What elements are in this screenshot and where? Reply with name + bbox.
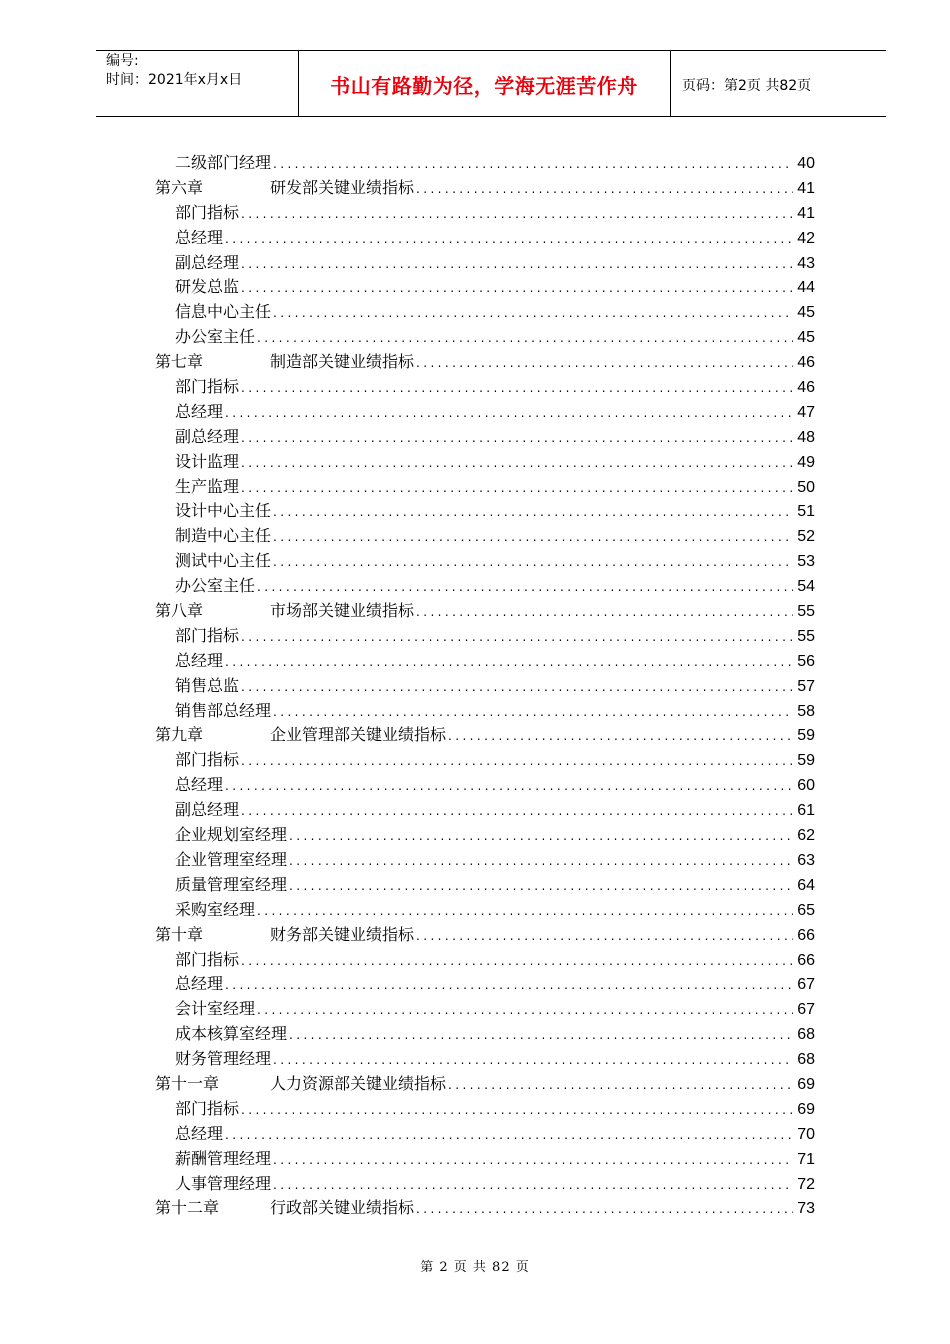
toc-title: 研发总监	[175, 277, 240, 297]
toc-entry[interactable]	[155, 251, 815, 276]
toc-entry[interactable]	[155, 524, 815, 549]
toc-entry[interactable]	[155, 997, 815, 1022]
toc-title: 企业管理室经理	[175, 849, 288, 869]
toc-chapter-entry[interactable]	[155, 1196, 815, 1221]
toc-entry[interactable]	[155, 549, 815, 574]
toc-title: 信息中心主任	[175, 302, 272, 322]
toc-title: 总经理	[175, 1123, 224, 1143]
toc-entry[interactable]	[155, 898, 815, 923]
toc-chapter-entry[interactable]	[155, 723, 815, 748]
toc-dot-leader	[241, 1098, 793, 1123]
toc-page-number: 70	[797, 1125, 815, 1143]
toc-dot-leader	[225, 650, 793, 675]
toc-title: 财务管理经理	[175, 1049, 272, 1069]
toc-page-number: 42	[797, 229, 815, 247]
toc-dot-leader	[241, 276, 793, 301]
toc-dot-leader	[273, 1173, 793, 1198]
toc-title: 财务部关键业绩指标	[270, 924, 415, 944]
toc-dot-leader	[273, 301, 793, 326]
toc-page-number: 69	[797, 1100, 815, 1118]
toc-dot-leader	[416, 1197, 793, 1222]
toc-dot-leader	[273, 1148, 793, 1173]
toc-page-number: 71	[797, 1150, 815, 1168]
toc-title: 总经理	[175, 775, 224, 795]
toc-dot-leader	[241, 949, 793, 974]
toc-entry[interactable]	[155, 574, 815, 599]
toc-dot-leader	[241, 252, 793, 277]
toc-page-number: 73	[797, 1200, 815, 1218]
toc-page-number: 49	[797, 453, 815, 471]
toc-page-number: 65	[797, 901, 815, 919]
toc-page-number: 53	[797, 553, 815, 571]
toc-dot-leader	[225, 973, 793, 998]
toc-dot-leader	[273, 700, 793, 725]
toc-dot-leader	[241, 476, 793, 501]
toc-page-number: 40	[797, 155, 815, 172]
toc-page-number: 72	[797, 1175, 815, 1193]
toc-page-number: 50	[797, 478, 815, 496]
toc-page-number: 61	[797, 802, 815, 820]
toc-title: 设计中心主任	[175, 501, 272, 521]
toc-title: 销售总监	[175, 675, 240, 695]
toc-title: 销售部总经理	[175, 700, 272, 720]
toc-page-number: 55	[797, 627, 815, 645]
toc-entry[interactable]	[155, 151, 815, 176]
toc-title: 会计室经理	[175, 999, 256, 1019]
toc-title: 部门指标	[175, 377, 240, 397]
toc-page-number: 68	[797, 1026, 815, 1044]
toc-page-number: 48	[797, 428, 815, 446]
toc-dot-leader	[257, 326, 793, 351]
toc-dot-leader	[225, 401, 793, 426]
toc-dot-leader	[448, 1073, 793, 1098]
toc-page-number: 55	[797, 603, 815, 621]
table-of-contents	[155, 151, 815, 1221]
toc-title: 办公室主任	[175, 576, 256, 596]
toc-entry[interactable]	[155, 972, 815, 997]
toc-page-number: 67	[797, 1001, 815, 1019]
toc-entry[interactable]	[155, 798, 815, 823]
toc-page-number: 47	[797, 403, 815, 421]
header-bottom-rule	[96, 116, 886, 117]
toc-title: 测试中心主任	[175, 551, 272, 571]
toc-dot-leader	[289, 1023, 793, 1048]
toc-dot-leader	[241, 426, 793, 451]
header-top-rule	[96, 50, 886, 51]
toc-page-number: 67	[797, 976, 815, 994]
toc-title: 二级部门经理	[175, 153, 272, 172]
toc-entry[interactable]	[155, 1097, 815, 1122]
toc-entry[interactable]	[155, 275, 815, 300]
header-motto: 书山有路勤为径，学海无涯苦作舟	[330, 74, 638, 98]
toc-page-number: 52	[797, 528, 815, 546]
toc-title: 部门指标	[175, 949, 240, 969]
toc-entry[interactable]	[155, 201, 815, 226]
header-divider-right	[670, 50, 671, 116]
toc-entry[interactable]	[155, 325, 815, 350]
toc-entry[interactable]	[155, 773, 815, 798]
toc-entry[interactable]	[155, 624, 815, 649]
toc-dot-leader	[273, 152, 793, 177]
toc-title: 人力资源部关键业绩指标	[270, 1073, 447, 1093]
toc-page-number: 68	[797, 1051, 815, 1069]
toc-chapter-entry[interactable]	[155, 176, 815, 201]
toc-dot-leader	[241, 675, 793, 700]
toc-dot-leader	[225, 1123, 793, 1148]
toc-entry[interactable]	[155, 823, 815, 848]
toc-chapter-number: 第八章	[155, 601, 204, 621]
toc-entry[interactable]	[155, 1172, 815, 1197]
toc-page-number: 58	[797, 702, 815, 720]
toc-page-number: 63	[797, 851, 815, 869]
toc-page-number: 69	[797, 1075, 815, 1093]
toc-dot-leader	[448, 724, 793, 749]
toc-chapter-number: 第七章	[155, 352, 204, 372]
toc-entry[interactable]	[155, 400, 815, 425]
toc-title: 副总经理	[175, 426, 240, 446]
toc-dot-leader	[416, 924, 793, 949]
toc-title: 总经理	[175, 401, 224, 421]
document-number-label: 编号:	[106, 53, 139, 69]
toc-entry[interactable]	[155, 848, 815, 873]
toc-entry[interactable]	[155, 699, 815, 724]
toc-entry[interactable]	[155, 226, 815, 251]
toc-dot-leader	[289, 874, 793, 899]
toc-page-number: 44	[797, 279, 815, 297]
toc-dot-leader	[241, 376, 793, 401]
toc-page-number: 43	[797, 254, 815, 272]
toc-title: 副总经理	[175, 800, 240, 820]
toc-title: 成本核算室经理	[175, 1024, 288, 1044]
toc-page-number: 56	[797, 652, 815, 670]
toc-entry[interactable]	[155, 1147, 815, 1172]
toc-dot-leader	[416, 351, 793, 376]
toc-entry[interactable]	[155, 649, 815, 674]
toc-title: 企业管理部关键业绩指标	[270, 725, 447, 745]
toc-chapter-number: 第十一章	[155, 1073, 220, 1093]
toc-entry[interactable]	[155, 375, 815, 400]
toc-title: 行政部关键业绩指标	[270, 1198, 415, 1218]
toc-page-number: 46	[797, 379, 815, 397]
toc-dot-leader	[241, 202, 793, 227]
toc-entry[interactable]	[155, 1022, 815, 1047]
toc-title: 薪酬管理经理	[175, 1148, 272, 1168]
header-page-info: 页码：第2页 共82页	[682, 78, 812, 94]
toc-title: 人事管理经理	[175, 1173, 272, 1193]
toc-entry[interactable]	[155, 948, 815, 973]
document-time: 时间：2021年x月x日	[106, 72, 243, 88]
toc-page-number: 59	[797, 752, 815, 770]
toc-page-number: 57	[797, 677, 815, 695]
toc-page-number: 41	[797, 204, 815, 222]
toc-dot-leader	[241, 451, 793, 476]
toc-page-number: 66	[797, 926, 815, 944]
toc-title: 办公室主任	[175, 327, 256, 347]
toc-title: 质量管理室经理	[175, 874, 288, 894]
toc-dot-leader	[225, 774, 793, 799]
toc-title: 设计监理	[175, 451, 240, 471]
toc-page-number: 64	[797, 876, 815, 894]
toc-title: 部门指标	[175, 1098, 240, 1118]
toc-entry[interactable]	[155, 425, 815, 450]
toc-entry[interactable]	[155, 1122, 815, 1147]
toc-chapter-number: 第九章	[155, 725, 204, 745]
toc-dot-leader	[241, 749, 793, 774]
toc-dot-leader	[225, 227, 793, 252]
page-header	[96, 50, 886, 116]
toc-page-number: 60	[797, 777, 815, 795]
toc-page-number: 51	[797, 503, 815, 521]
toc-dot-leader	[273, 525, 793, 550]
header-meta	[106, 52, 242, 90]
toc-chapter-number: 第十章	[155, 924, 204, 944]
toc-dot-leader	[289, 824, 793, 849]
toc-dot-leader	[241, 625, 793, 650]
toc-page-number: 62	[797, 827, 815, 845]
toc-entry[interactable]	[155, 499, 815, 524]
toc-title: 部门指标	[175, 750, 240, 770]
toc-title: 制造中心主任	[175, 526, 272, 546]
toc-page-number: 45	[797, 304, 815, 322]
toc-page-number: 46	[797, 354, 815, 372]
toc-dot-leader	[416, 177, 793, 202]
toc-chapter-number: 第十二章	[155, 1198, 220, 1218]
toc-title: 企业规划室经理	[175, 825, 288, 845]
toc-dot-leader	[289, 849, 793, 874]
toc-title: 总经理	[175, 650, 224, 670]
toc-title: 生产监理	[175, 476, 240, 496]
toc-title: 副总经理	[175, 252, 240, 272]
toc-chapter-entry[interactable]	[155, 1072, 815, 1097]
toc-dot-leader	[241, 799, 793, 824]
toc-dot-leader	[273, 500, 793, 525]
toc-entry[interactable]	[155, 748, 815, 773]
toc-chapter-entry[interactable]	[155, 350, 815, 375]
page-footer: 第 2 页 共 82 页	[420, 1260, 530, 1275]
toc-title: 制造部关键业绩指标	[270, 352, 415, 372]
toc-entry[interactable]	[155, 300, 815, 325]
toc-dot-leader	[257, 998, 793, 1023]
toc-chapter-entry[interactable]	[155, 923, 815, 948]
toc-page-number: 59	[797, 727, 815, 745]
toc-page-number: 54	[797, 578, 815, 596]
toc-page-number: 45	[797, 329, 815, 347]
toc-page-number: 66	[797, 951, 815, 969]
toc-entry[interactable]	[155, 1047, 815, 1072]
toc-entry[interactable]	[155, 674, 815, 699]
toc-dot-leader	[416, 600, 793, 625]
toc-entry[interactable]	[155, 450, 815, 475]
toc-title: 总经理	[175, 974, 224, 994]
toc-dot-leader	[273, 1048, 793, 1073]
toc-entry[interactable]	[155, 475, 815, 500]
toc-title: 采购室经理	[175, 899, 256, 919]
toc-title: 部门指标	[175, 202, 240, 222]
toc-page-number: 41	[797, 179, 815, 197]
toc-chapter-number: 第六章	[155, 177, 204, 197]
toc-title: 总经理	[175, 227, 224, 247]
toc-title: 市场部关键业绩指标	[270, 601, 415, 621]
toc-dot-leader	[257, 899, 793, 924]
toc-title: 部门指标	[175, 625, 240, 645]
toc-dot-leader	[257, 575, 793, 600]
toc-entry[interactable]	[155, 873, 815, 898]
toc-dot-leader	[273, 550, 793, 575]
toc-chapter-entry[interactable]	[155, 599, 815, 624]
toc-title: 研发部关键业绩指标	[270, 177, 415, 197]
